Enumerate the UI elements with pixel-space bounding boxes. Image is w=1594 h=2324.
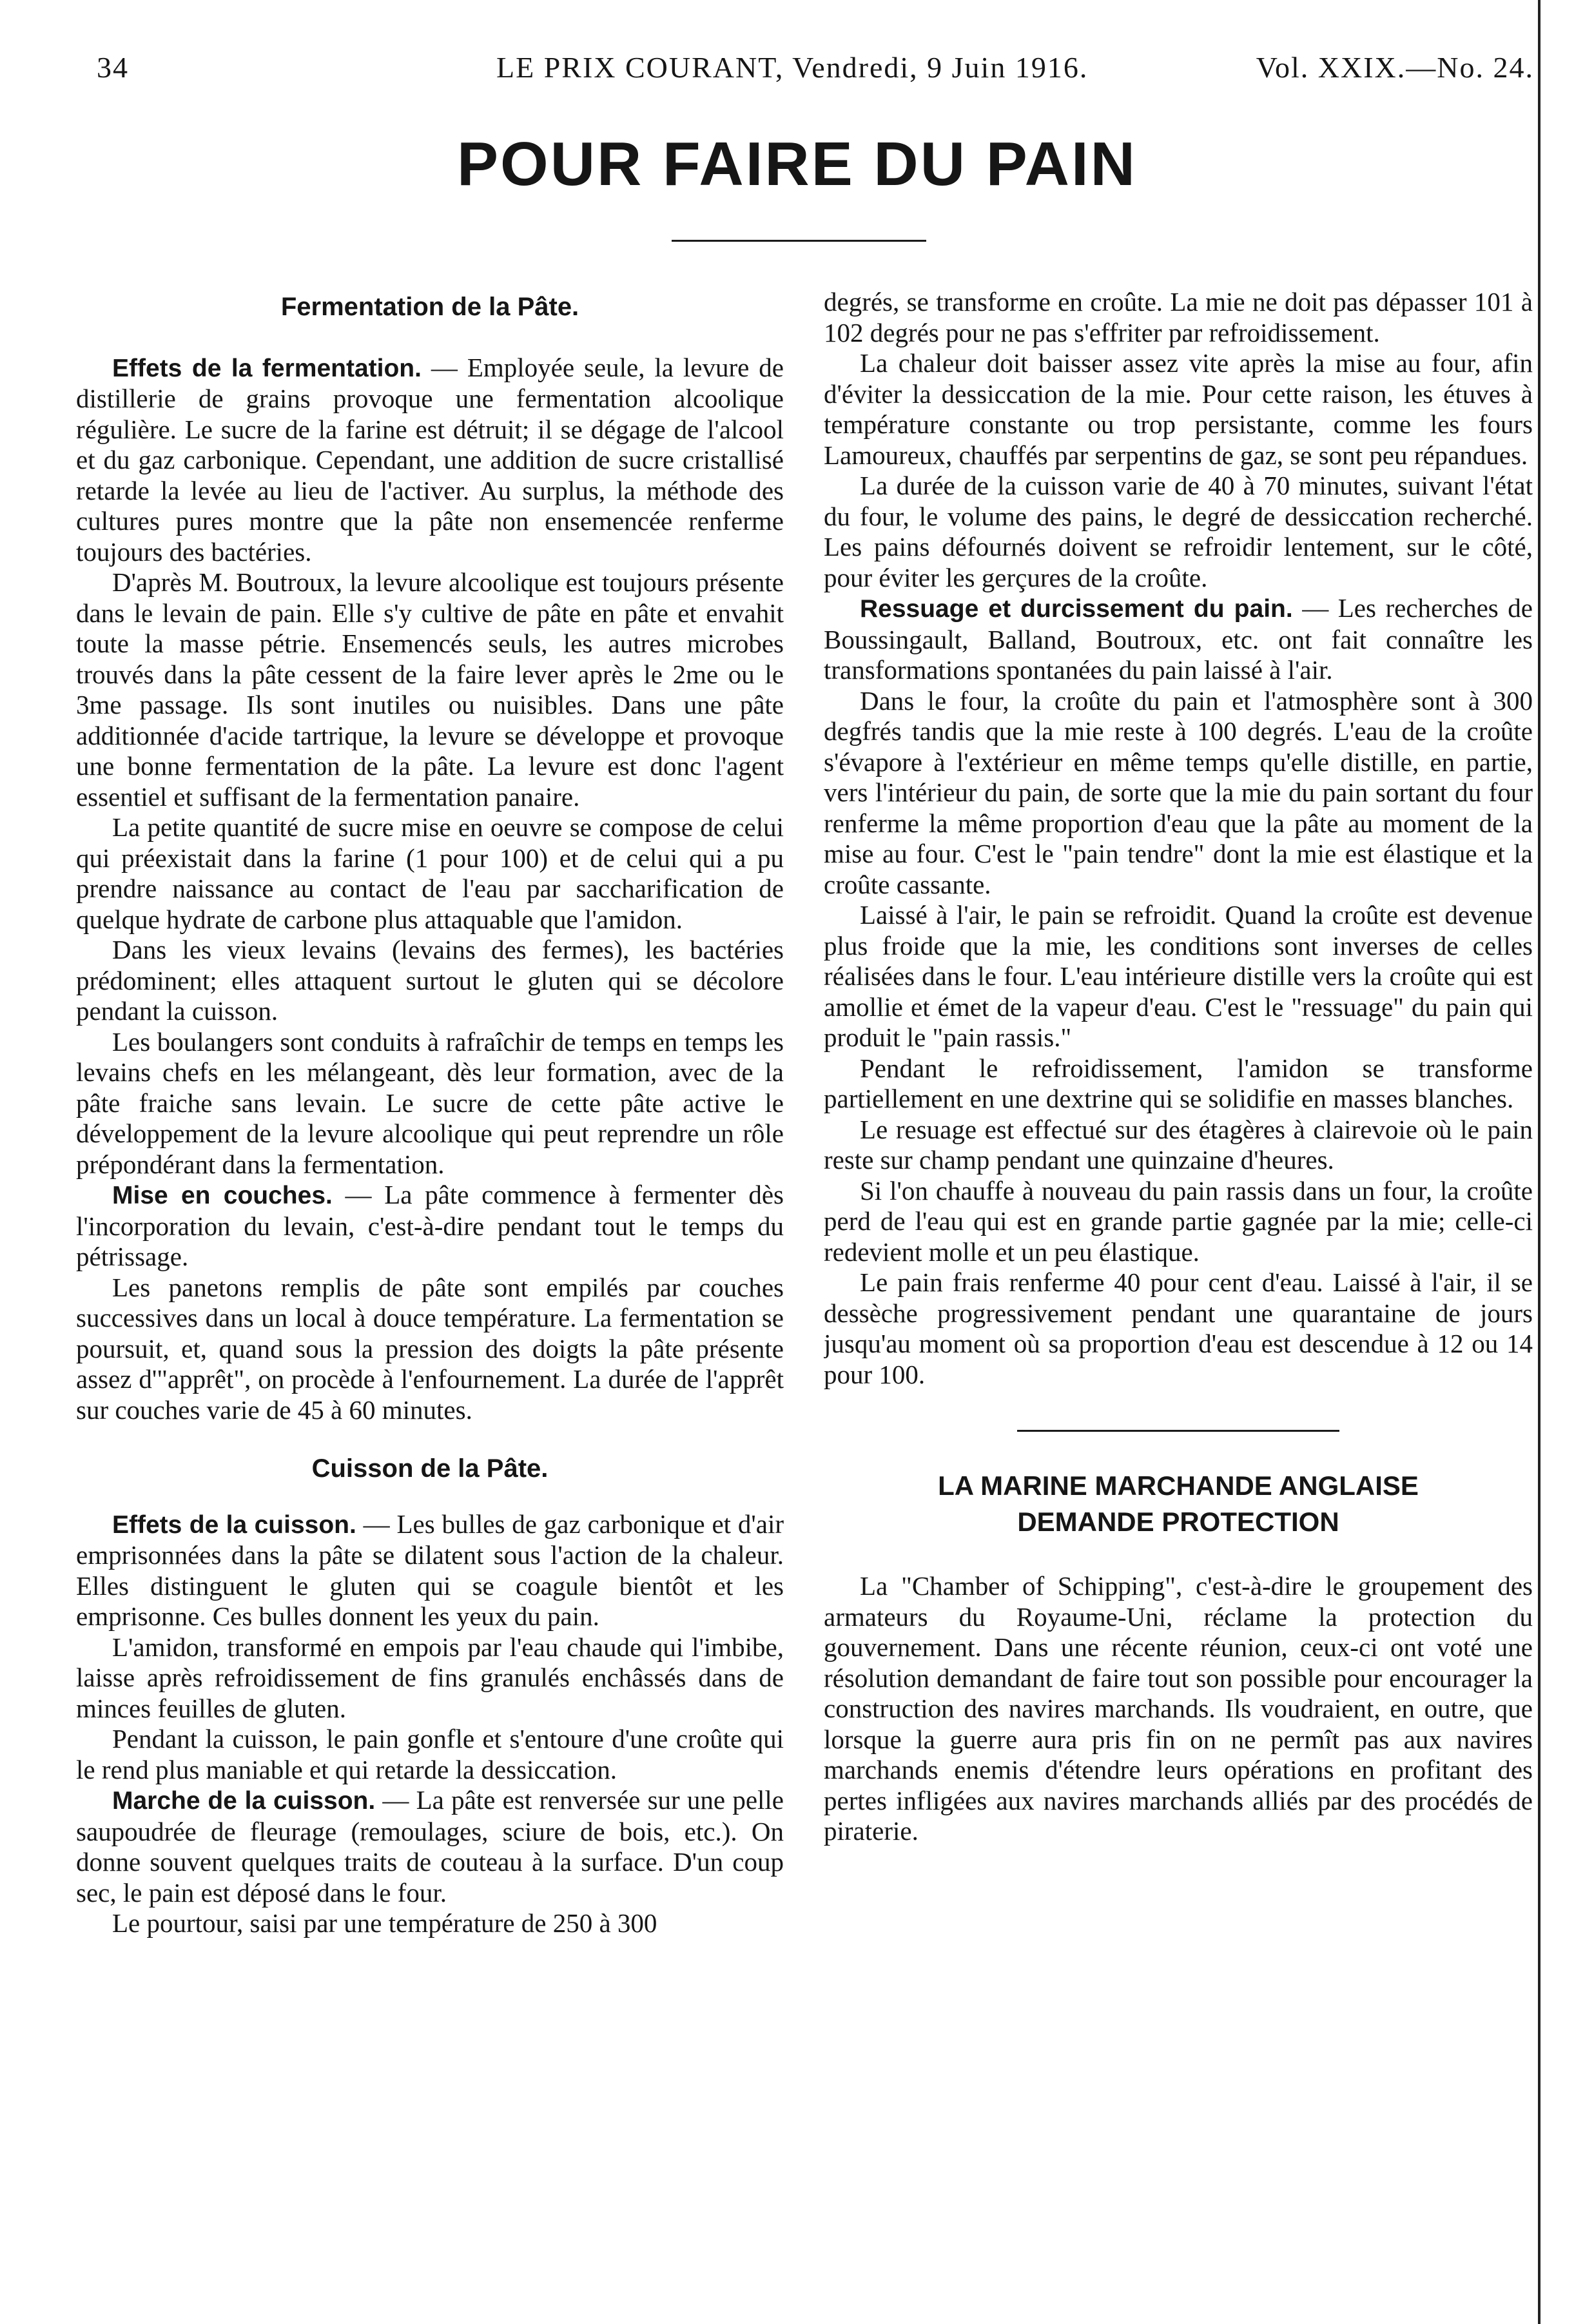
paragraph: D'après M. Boutroux, la levure alcoolique est toujours présente dans le levain de pain. Elle s'y cultive de pâte en pâte et envahit toute la masse pétrie. Ensemencés seuls, les autres microbes trouvés dans la pâte cessent de la faire lever après le 2me ou le 3me passage. Ils sont inutiles ou nuisibles. Dans une pâte additionnée d'acide tartrique, la levure se développe et provoque une bonne fermentation de la pâte. La levure est donc l'agent essentiel et suffisant de la fermentation panaire. [76,567,784,812]
paragraph: Dans le four, la croûte du pain et l'atmosphère sont à 300 degfrés tandis que la mie reste à 100 degrés. L'eau de la croûte s'évapore à l'extérieur en même temps qu'elle distille, en partie, vers l'intérieur du pain, de sorte que la mie du pain sortant du four renferme la même proportion d'eau que la pâte au moment de la mise au four. C'est le "pain tendre" dont la mie est élastique et la croûte cassante. [824,685,1533,899]
paragraph-text: — Les bulles de gaz carbonique et d'air emprisonnées dans la pâte se dilatent sous l'action de la chaleur. Elles distinguent le gluten qui se coagule bientôt et les emprisonne. Ces bulles donnent les yeux du pain. [76,1509,784,1631]
article-title: POUR FAIRE DU PAIN [457,130,1137,199]
page-number: 34 [97,51,129,84]
paragraph: Le resuage est effectué sur des étagères à clairevoie où le pain reste sur champ pendant une quinzaine d'heures. [824,1114,1533,1175]
section-heading-cuisson: Cuisson de la Pâte. [311,1454,549,1483]
paragraph: Les boulangers sont conduits à rafraîchir de temps en temps les levains chefs en les mélangeant, dès leur formation, avec de la pâte fraiche sans levain. Le sucre de cette pâte active le développement de la levure alcoolique qui peut reprendre un rôle prépondérant dans la fermentation. [76,1026,784,1179]
paragraph-lead: Ressuage et durcissement du pain. [860,595,1293,623]
paragraph: Laissé à l'air, le pain se refroidit. Quand la croûte est devenue plus froide que la mie, les conditions sont inverses de celles réalisées dans le four. L'eau intérieure distille vers la croûte qui est amollie et émet de la vapeur d'eau. C'est le "ressuage" du pain qui produit le "pain rassis." [824,900,1533,1052]
section-heading-fermentation: Fermentation de la Pâte. [280,293,579,321]
paragraph-text: — La pâte est renversée sur une pelle saupoudrée de fleurage (remoulages, sciure de bois, etc.). On donne souvent quelques traits de couteau à la surface. D'un coup sec, le pain est déposé dans le four. [76,1785,784,1908]
paragraph: Les panetons remplis de pâte sont empilés par couches successives dans un local à douce température. La fermentation se poursuit, et, quand sous la pression des doigts la pâte présente assez d'"apprêt", on procède à l'enfournement. La durée de l'apprêt sur couches varie de 45 à 60 minutes. [76,1272,784,1425]
paragraph: degrés, se transforme en croûte. La mie ne doit pas dépasser 101 à 102 degrés pour ne pas s'effriter par refroidissement. [824,287,1533,347]
paragraph-lead: Mise en couches. [112,1182,333,1209]
title-divider [672,240,926,242]
masthead: LE PRIX COURANT, Vendredi, 9 Juin 1916. [496,51,1089,84]
paragraph: Dans les vieux levains (levains des fermes), les bactéries prédominent; elles attaquent surtout le gluten qui se décolore pendant la cuisson. [76,935,784,1026]
paragraph: La petite quantité de sucre mise en oeuvre se compose de celui qui préexistait dans la farine (1 pour 100) et de celui qui a pu prendre naissance au contact de l'eau par saccharification de quelque hydrate de carbone plus attaquable que l'amidon. [76,812,784,934]
paragraph-text: — La pâte commence à fermenter dès l'incorporation du levain, c'est-à-dire pendant tout le temps du pétrissage. [76,1180,784,1271]
paragraph [824,593,1533,686]
paragraph: La durée de la cuisson varie de 40 à 70 minutes, suivant l'état du four, le volume des pains, le degré de dessiccation recherché. Les pains défournés doivent se refroidir lentement, sur le côté, pour éviter les gerçures de la croûte. [824,471,1533,592]
paragraph-text: — Employée seule, la levure de distillerie de grains provoque une fermentation alcoolique régulière. Le sucre de la farine est détruit; il se dégage de l'alcool et du gaz carbonique. Cependant, une addition de sucre cristallisé retarde la levée au lieu de l'activer. Au surplus, la méthode des cultures pures montre que la pâte non ensemencée renferme toujours des bactéries. [76,352,784,567]
left-column [76,287,784,2292]
paragraph-text: — Les recherches de Boussingault, Balland, Boutroux, etc. ont fait connaître les transformations spontanées du pain laissé à l'air. [824,593,1533,685]
paragraph [76,353,784,568]
article2-title-line1: LA MARINE MARCHANDE ANGLAISE [938,1470,1419,1501]
paragraph [76,1509,784,1632]
paragraph: Si l'on chauffe à nouveau du pain rassis dans un four, la croûte perd de l'eau qui est en grande partie gagnée par la mie; celle-ci redevient molle et un peu élastique. [824,1175,1533,1267]
article-divider [1017,1430,1339,1432]
volume-number: Vol. XXIX.—No. 24. [1256,51,1534,84]
paragraph: Pendant la cuisson, le pain gonfle et s'entoure d'une croûte qui le rend plus maniable et qui retarde la dessiccation. [76,1724,784,1784]
paragraph: Pendant le refroidissement, l'amidon se transforme partiellement en une dextrine qui se solidifie en masses blanches. [824,1053,1533,1113]
paragraph: La chaleur doit baisser assez vite après la mise au four, afin d'éviter la dessiccation de la mie. Pour cette raison, les étuves à température constante ou trop persistante, comme les fours Lamoureux, chauffés par serpentins de gaz, se sont peu répandues. [824,348,1533,470]
paragraph: Le pourtour, saisi par une température de 250 à 300 [112,1908,657,1938]
paragraph: Le pain frais renferme 40 pour cent d'eau. Laissé à l'air, il se dessèche progressivement pendant une quarantaine de jours jusqu'au moment où sa proportion d'eau est descendue à 12 ou 14 pour 100. [824,1267,1533,1389]
page-edge-rule [1538,0,1541,2324]
right-column [824,287,1533,2292]
paragraph [76,1785,784,1908]
paragraph: L'amidon, transformé en empois par l'eau chaude qui l'imbibe, laisse après refroidissement de fins granulés enchâssés dans de minces feuilles de gluten. [76,1632,784,1723]
paragraph [76,1180,784,1273]
running-header [97,50,1534,89]
paragraph-lead: Effets de la fermentation. [112,354,422,382]
paragraph: La "Chamber of Schipping", c'est-à-dire le groupement des armateurs du Royaume-Uni, réclame la protection du gouvernement. Dans une récente réunion, ceux-ci ont voté une résolution demandant de faire tout son possible pour encourager la construction des navires marchands. Ils voudraient, en outre, que lorsque la guerre aura pris fin on ne permît pas aux navires marchands enemis d'étendre leurs opérations en profitant des pertes infligées aux navires marchands alliés par des procédés de piraterie. [824,1571,1533,1846]
article2-title [824,1468,1533,1540]
article2-title-line2: DEMANDE PROTECTION [1017,1507,1339,1537]
paragraph-lead: Effets de la cuisson. [112,1510,356,1539]
paragraph-lead: Marche de la cuisson. [112,1787,376,1815]
